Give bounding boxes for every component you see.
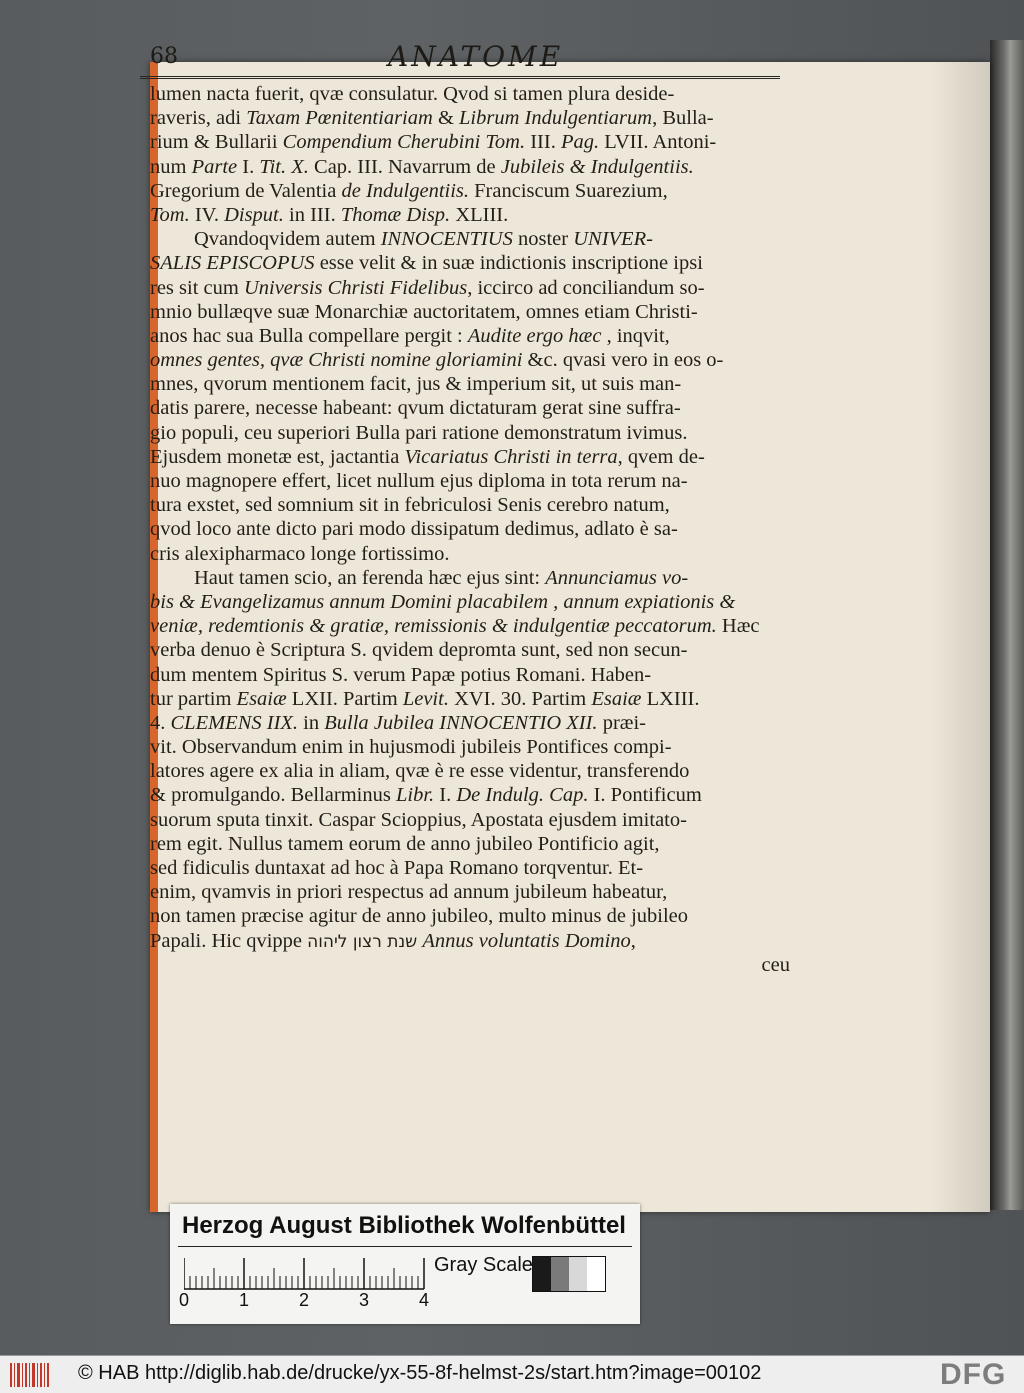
text-segment: enim, qvamvis in priori respectus ad annum jubileum habeatur, xyxy=(150,881,668,904)
body-text xyxy=(150,82,790,977)
italic-segment: Pag. xyxy=(560,131,600,154)
text-line xyxy=(150,324,790,348)
text-segment: in xyxy=(298,711,325,734)
measurement-ruler xyxy=(184,1254,434,1290)
text-line xyxy=(150,179,790,203)
barcode-icon xyxy=(10,1363,50,1387)
text-line xyxy=(150,227,790,251)
italic-segment: Vicariatus Christi in terra xyxy=(404,445,618,468)
text-segment: in III. xyxy=(283,203,341,226)
text-segment: res sit cum xyxy=(150,276,244,299)
text-line xyxy=(150,493,790,517)
library-card xyxy=(170,1204,640,1324)
ruler-label: 2 xyxy=(299,1290,310,1310)
italic-segment: Tom. xyxy=(150,203,190,226)
text-segment: Haut tamen scio, an ferenda hæc ejus sint: xyxy=(194,566,546,589)
text-segment: & xyxy=(432,107,460,130)
text-segment: gio populi, ceu superiori Bulla pari ratione demonstratum ivimus. xyxy=(150,421,688,444)
text-segment: Ejusdem monetæ est, jactantia xyxy=(150,445,405,468)
text-segment: Papali. Hic qvippe xyxy=(150,929,308,952)
italic-segment: de Indulgentiis. xyxy=(341,179,470,202)
text-segment: præi- xyxy=(597,711,646,734)
text-segment: rium & Bullarii xyxy=(150,131,283,154)
viewer-footer xyxy=(0,1355,1024,1393)
hebrew-segment: שנת רצון ליהוה xyxy=(307,931,418,952)
text-segment: mnio bullæqve suæ Monarchiæ auctoritatem, omnes etiam Christi- xyxy=(150,300,698,323)
text-segment: cris alexipharmaco longe fortissimo. xyxy=(150,542,450,565)
text-line xyxy=(150,396,790,420)
text-line xyxy=(150,663,790,687)
text-line xyxy=(150,130,790,154)
text-line xyxy=(150,421,790,445)
text-segment: , xyxy=(630,929,636,952)
text-line xyxy=(150,566,790,590)
text-segment: I. xyxy=(434,784,457,807)
text-line xyxy=(150,590,790,614)
text-line xyxy=(150,469,790,493)
text-segment: latores agere ex alia in aliam, qvæ è re esse videntur, transferendo xyxy=(150,760,690,783)
text-segment: raveris, adi xyxy=(150,107,247,130)
text-segment: I. xyxy=(237,155,260,178)
text-segment: mnes, qvorum mentionem facit, jus & imperium sit, ut suis man- xyxy=(150,373,682,396)
text-line xyxy=(150,276,790,300)
italic-segment: De Indulg. Cap. xyxy=(456,784,589,807)
ruler-label: 0 xyxy=(179,1290,190,1310)
text-segment: tura exstet, sed somnium sit in febriculosi Senis cerebro natum, xyxy=(150,494,670,517)
text-line xyxy=(150,203,790,227)
italic-segment: Disput. xyxy=(224,203,284,226)
text-segment: LVII. Antoni- xyxy=(599,131,717,154)
text-line xyxy=(150,348,790,372)
text-segment: nuo magnopere effert, licet nullum ejus diploma in tota rerum na- xyxy=(150,470,688,492)
text-segment: qvod loco ante dicto pari modo dissipatum dedimus, adlato è sa- xyxy=(150,518,678,541)
ruler-label: 4 xyxy=(419,1290,430,1310)
text-line xyxy=(150,251,790,275)
italic-segment: Annunciamus vo- xyxy=(545,566,689,589)
page-number: 68 xyxy=(150,44,178,69)
italic-segment: UNIVER- xyxy=(573,228,653,251)
text-line xyxy=(150,517,790,541)
text-segment: suorum sputa tinxit. Caspar Scioppius, Apostata ejusdem imitato- xyxy=(150,808,687,831)
italic-segment: bis & Evangelizamus annum Domini placabilem xyxy=(150,590,549,613)
running-title: ANATOME xyxy=(388,40,564,73)
book-edge xyxy=(990,40,1024,1210)
text-segment: non tamen præcise agitur de anno jubileo, multo minus de jubileo xyxy=(150,905,689,928)
italic-segment: annum expiationis & xyxy=(563,590,736,613)
text-segment: vit. Observandum enim in hujusmodi jubileis Pontifices compi- xyxy=(150,736,672,759)
text-segment: dum mentem Spiritus S. verum Papæ potius Romani. Haben- xyxy=(150,663,652,686)
text-line xyxy=(150,614,790,638)
text-line xyxy=(150,711,790,735)
page-shadow xyxy=(930,62,990,1212)
text-line xyxy=(150,759,790,783)
gray-scale-swatches xyxy=(532,1256,606,1292)
text-line xyxy=(150,856,790,880)
italic-segment: Annus voluntatis Domino xyxy=(422,929,631,952)
text-segment: verba denuo è Scriptura S. qvidem depromta sunt, sed non secun- xyxy=(150,639,688,662)
italic-segment: Bulla Jubilea INNOCENTIO XII. xyxy=(324,711,598,734)
italic-segment: Libr. xyxy=(395,784,435,807)
italic-segment: SALIS EPISCOPUS xyxy=(150,252,315,275)
text-line xyxy=(150,372,790,396)
text-segment: , inqvit, xyxy=(601,324,670,347)
copyright-link[interactable]: © HAB http://diglib.hab.de/drucke/yx-55-8f-helmst-2s/start.htm?image=00102 xyxy=(78,1362,762,1384)
text-line xyxy=(150,735,790,759)
text-line xyxy=(150,638,790,662)
italic-segment: Thomæ Disp. xyxy=(340,203,451,226)
library-name: Herzog August Bibliothek Wolfenbüttel xyxy=(182,1212,626,1239)
ruler-label: 3 xyxy=(359,1290,370,1310)
text-segment: & promulgando. Bellarminus xyxy=(150,784,396,807)
header-rule xyxy=(140,76,780,79)
text-line xyxy=(150,687,790,711)
italic-segment: Esaiæ xyxy=(236,687,287,710)
text-line xyxy=(150,783,790,807)
italic-segment: Universis Christi Fidelibus xyxy=(243,276,468,299)
italic-segment: CLEMENS IIX. xyxy=(170,711,299,734)
text-segment: Cap. III. Navarrum de xyxy=(308,155,501,178)
text-segment: , iccirco ad conciliandum so- xyxy=(467,276,705,299)
text-line xyxy=(150,82,790,106)
gray-swatch xyxy=(569,1257,587,1291)
italic-segment: Compendium Cherubini Tom. xyxy=(282,131,526,154)
text-segment: noster xyxy=(512,228,574,251)
gray-swatch xyxy=(533,1257,551,1291)
italic-segment: omnes gentes, qvæ Christi nomine gloriamini xyxy=(150,349,523,372)
text-segment: I. Pontificum xyxy=(588,784,702,807)
text-segment: datis parere, necesse habeant: qvum dictaturam gerat sine suffra- xyxy=(150,397,681,420)
italic-segment: Librum Indulgentiarum xyxy=(459,107,653,130)
text-segment: 4. xyxy=(150,711,171,734)
text-segment: III. xyxy=(525,131,561,154)
text-segment: anos hac sua Bulla compellare pergit : xyxy=(150,324,468,347)
gray-swatch xyxy=(551,1257,569,1291)
text-line xyxy=(150,880,790,904)
text-segment: lumen nacta fuerit, qvæ consulatur. Qvod si tamen plura deside- xyxy=(150,83,675,105)
text-segment: , qvem de- xyxy=(617,445,705,468)
italic-segment: Parte xyxy=(191,155,238,178)
text-line xyxy=(150,832,790,856)
text-segment: IV. xyxy=(189,203,225,226)
gray-scale-label: Gray Scale xyxy=(434,1254,533,1276)
text-line xyxy=(150,445,790,469)
text-line xyxy=(150,542,790,566)
text-segment: , Bulla- xyxy=(652,107,714,130)
text-segment: , xyxy=(548,590,564,613)
italic-segment: Audite ergo hæc xyxy=(467,324,602,347)
italic-segment: Tit. X. xyxy=(259,155,309,178)
text-line xyxy=(150,808,790,832)
page-header xyxy=(140,40,780,80)
italic-segment: veniæ, redemtionis & gratiæ, remissionis & indulgentiæ peccatorum. xyxy=(150,615,717,638)
text-segment: num xyxy=(150,155,192,178)
italic-segment: Jubileis & Indulgentiis. xyxy=(500,155,694,178)
ruler-label: 1 xyxy=(239,1290,250,1310)
text-segment: rem egit. Nullus tamem eorum de anno jubileo Pontificio agit, xyxy=(150,832,660,855)
text-line xyxy=(150,106,790,130)
text-segment: sed fidiculis duntaxat ad hoc à Papa Romano torqventur. Et- xyxy=(150,857,644,879)
text-segment: XLIII. xyxy=(450,203,509,226)
italic-segment: Levit. xyxy=(402,687,449,710)
text-segment: Hæc xyxy=(716,615,760,638)
text-segment: LXII. Partim xyxy=(286,687,403,710)
italic-segment: Esaiæ xyxy=(591,687,642,710)
text-segment: LXIII. xyxy=(641,687,700,710)
text-line xyxy=(150,929,790,953)
text-segment: Gregorium de Valentia xyxy=(150,179,342,202)
text-line xyxy=(150,904,790,928)
text-segment: XVI. 30. Partim xyxy=(448,687,592,710)
italic-segment: INNOCENTIUS xyxy=(380,228,513,251)
text-segment: Franciscum Suarezium, xyxy=(469,179,668,202)
text-segment: &c. qvasi vero in eos o- xyxy=(522,349,724,372)
text-line xyxy=(150,155,790,179)
card-divider xyxy=(178,1246,632,1247)
text-segment: esse velit & in suæ indictionis inscriptione ipsi xyxy=(314,252,703,275)
italic-segment: Taxam Pœnitentiariam xyxy=(246,107,433,130)
text-segment: Qvandoqvidem autem xyxy=(194,228,381,251)
catchword: ceu xyxy=(761,953,790,976)
text-segment: tur partim xyxy=(150,687,237,710)
dfg-logo: DFG xyxy=(940,1358,1007,1391)
text-line xyxy=(150,300,790,324)
gray-swatch xyxy=(587,1257,605,1291)
